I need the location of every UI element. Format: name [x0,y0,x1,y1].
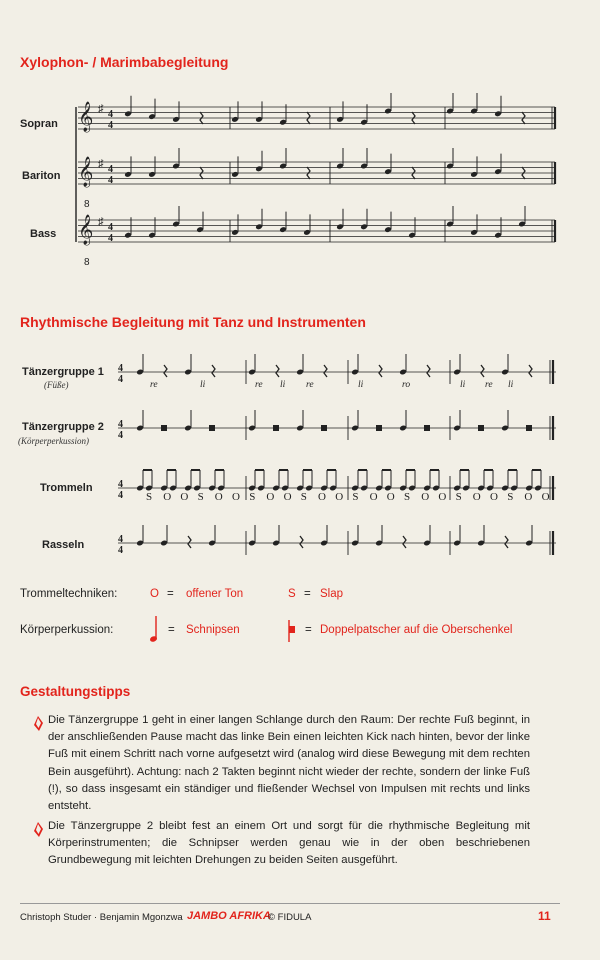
tip-bullet-icon [32,822,44,838]
section-title-xylophon: Xylophon- / Marimbabegleitung [20,54,229,70]
time-sig: 4 [118,479,123,490]
staff-label-bariton: Bariton [22,170,61,182]
time-sig: 4 [118,374,123,385]
double-pat-note-icon [283,614,303,646]
treble-clef: 𝄞 [78,157,94,187]
key-sharp: ♯ [98,158,104,170]
legend-s-text: Slap [320,588,344,600]
drum-syllable: O [163,491,172,503]
octave-8: 8 [84,199,90,210]
row-label-rattles: Rasseln [42,539,85,551]
pat-note [478,425,484,431]
pat-note [273,425,279,431]
staff-label-sopran: Sopran [20,118,58,130]
drum-syllable: S [197,491,204,503]
legend-equals-3: = [168,624,175,636]
pat-note [526,425,532,431]
quarter-rest [300,536,303,548]
row-label-drums: Trommeln [40,482,93,494]
quarter-rest [403,536,406,548]
quarter-rest [276,365,279,377]
lyric-syllable: li [508,380,514,390]
pat-note [321,425,327,431]
time-sig: 4 [118,545,123,556]
key-sharp: ♯ [98,216,104,228]
lyric-syllable: ro [402,380,411,390]
drum-syllable: O [369,491,378,503]
row-label-group1: Tänzergruppe 1 [22,366,104,378]
legend-o-symbol: O [150,588,159,600]
treble-clef: 𝄞 [78,215,94,245]
quarter-rest [505,536,508,548]
drum-syllable: S [404,491,411,503]
quarter-rest [212,365,215,377]
lyric-syllable: re [150,380,158,390]
quarter-rest [164,365,167,377]
time-sig: 4 [118,534,123,545]
xylophone-score [76,93,555,268]
quarter-rest [324,365,327,377]
drum-syllable: O [386,491,395,503]
rhythm-score [118,354,556,556]
drum-syllable: O [283,491,292,503]
treble-clef: 𝄞 [78,102,94,132]
drum-syllable: O [214,491,223,503]
lyric-syllable: li [200,380,206,390]
drum-syllable: S [146,491,153,503]
quarter-rest [188,536,191,548]
drum-syllable: O [438,491,447,503]
footer-publisher: © FIDULA [268,912,312,923]
drum-syllable: O [335,491,344,503]
lyric-syllable: re [255,380,263,390]
staff-label-bass: Bass [30,228,57,240]
tips-title: Gestaltungstipps [20,684,131,699]
drum-syllable: O [524,491,533,503]
drum-syllable: O [180,491,189,503]
octave-8: 8 [84,257,90,268]
quarter-rest [481,365,484,377]
drum-syllable: O [232,491,240,503]
row-label-group2: Tänzergruppe 2 [22,421,104,433]
legend-s-symbol: S [288,588,296,600]
legend-equals-4: = [305,624,312,636]
legend-perc1-text: Schnipsen [186,624,240,636]
legend-perc-label: Körperperkussion: [20,624,114,636]
pat-note [209,425,215,431]
drum-syllable: S [352,491,359,503]
legend-drum-label: Trommeltechniken: [20,588,118,600]
legend-equals-2: = [304,588,311,600]
time-sig: 4 [108,175,113,186]
time-sig: 4 [108,233,113,244]
legend-equals-1: = [167,588,174,600]
time-sig: 4 [118,490,123,501]
key-sharp: ♯ [98,103,104,115]
drum-syllable: O [490,491,498,503]
drum-syllable: S [507,491,514,503]
page-number: 11 [538,909,551,923]
legend-o-text: offener Ton [186,588,244,600]
time-sig: 4 [108,109,113,120]
footer-book: JAMBO AFRIKA [187,910,271,922]
lyric-syllable: li [280,380,286,390]
drum-syllable: O [472,491,481,503]
pat-note [376,425,382,431]
quarter-rest [529,365,532,377]
tip-paragraph-1: Die Tänzergruppe 1 geht in einer langen Schlange durch den Raum: Der rechte Fuß beginnt, in der anschließenden Pause macht das linke Bein einen leichten Kick nach hinten, bevor der linke Fuß mit einem Schritt nach vorne aufgesetzt wird (analog wird diese Bewegung mit dem rechten Bein ausgeführt). Achtung: nach 2 Takten beginnt nicht wieder der rechte, sondern der linke Fuß (!), so dass insgesamt ein ständiger und fließender Wechsel von Impulsen mit rechts und links entsteht. [48,714,530,813]
time-sig: 4 [118,419,123,430]
drum-syllable: S [300,491,307,503]
drum-syllable: O [266,491,275,503]
quarter-rest [379,365,382,377]
time-sig: 4 [118,430,123,441]
lyric-syllable: re [306,380,314,390]
time-sig: 4 [108,120,113,131]
time-sig: 4 [108,164,113,175]
time-sig: 4 [108,222,113,233]
row-sub-group1: (Füße) [44,380,69,390]
drum-syllable: O [318,491,326,503]
tip-bullet-icon [32,716,44,732]
pat-note [161,425,167,431]
pat-note [424,425,430,431]
footer-authors: Christoph Studer · Benjamin Mgonzwa [20,912,183,923]
time-sig: 4 [118,363,123,374]
section-title-rhythm: Rhythmische Begleitung mit Tanz und Instrumenten [20,314,366,330]
legend-perc2-text: Doppelpatscher auf die Oberschenkel [320,624,513,636]
drum-syllable: O [421,491,430,503]
drum-syllable: S [249,491,256,503]
lyric-syllable: li [358,380,364,390]
drum-syllable: S [455,491,462,503]
drum-syllable: O [541,491,550,503]
footer-rule [20,903,560,904]
lyric-syllable: re [485,380,493,390]
snap-note-icon [148,614,168,646]
lyric-syllable: li [460,380,466,390]
quarter-rest [427,365,430,377]
tip-paragraph-2: Die Tänzergruppe 2 bleibt fest an einem Ort und sorgt für die rhythmische Begleitung mit Körperinstrumenten; die Schnipser werden genau wie in der oben beschriebenen Grundbewegung mit leichten Drehungen zu beiden Seiten ausgeführt. [48,820,530,867]
row-sub-group2: (Körperperkussion) [18,436,89,446]
